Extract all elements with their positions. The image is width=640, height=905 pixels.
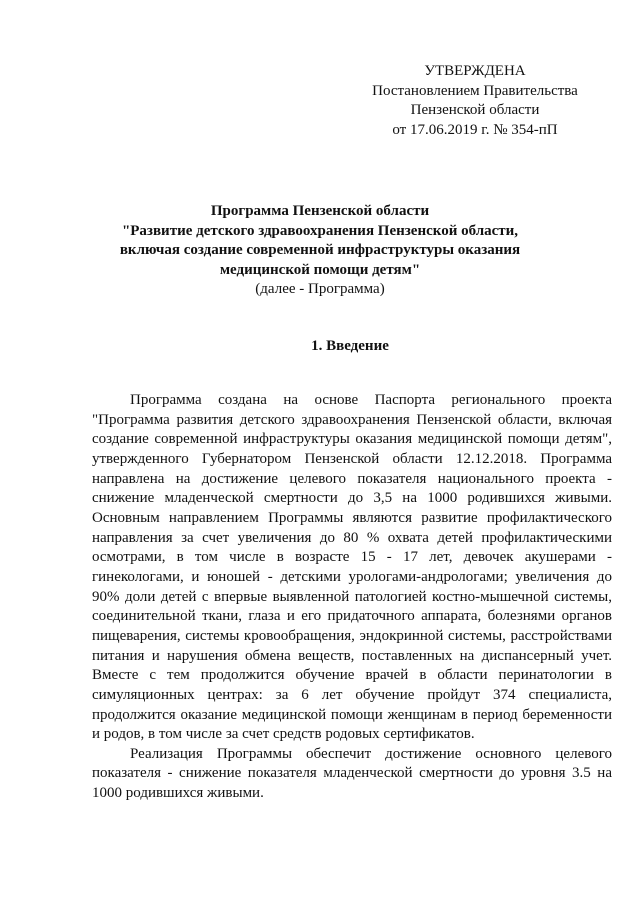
title-line-2: "Развитие детского здравоохранения Пензенской области, [121,222,519,239]
body-text [92,391,612,804]
title-line-5: (далее - Программа) [255,281,385,298]
title-line-1: Программа Пензенской области [210,203,430,219]
approval-line-3: Пензенской области [410,102,540,118]
section-heading: 1. Введение [311,338,389,354]
title-line-4: медицинской помощи детям" [219,261,421,278]
program-title [60,202,580,300]
title-line-3: включая создание современной инфраструктуры оказания [119,242,521,259]
approval-line-2: Постановлением Правительства [372,82,578,99]
approval-stamp [340,62,610,140]
approval-line-1: УТВЕРЖДЕНА [424,63,526,79]
paragraph-2: Реализация Программы обеспечит достижение основного целевого показателя - снижение показателя младенческой смертности до уровня 3.5 на 1000 родившихся живыми. [92,745,612,802]
approval-line-4: от 17.06.2019 г. № 354-пП [392,121,558,138]
paragraph-1: Программа создана на основе Паспорта регионального проекта "Программа развития детского здравоохранения Пензенской области, включая создание современной инфраструктуры оказания медицинской помощи детям", утвержденного Губернатором Пензенской области 12.12.2018. Программа направлена на достижение целевого показателя национального проекта - снижение младенческой смертности до 3,5 на 1000 родившихся живыми. Основным направлением Программы являются развитие профилактического направления за счет увеличения до 80 % охвата детей профилактическими осмотрами, в том числе в возрасте 15 - 17 лет, девочек акушерами - гинекологами, и юношей - детскими урологами-андрологами; увеличения до 90% доли детей с впервые выявленной патологией костно-мышечной системы, соединительной ткани, глаза и его придаточного аппарата, болезнями органов пищеварения, системы кровообращения, эндокринной системы, расстройствами питания и нарушения обмена веществ, поставленных на диспансерный учет. Вместе с тем продолжится обучение врачей в области перинатологии в симуляционных центрах: за 6 лет обучение пройдут 374 специалиста, продолжится оказание медицинской помощи женщинам в период беременности и родов, в том числе за счет средств родовых сертификатов. [92,392,612,743]
